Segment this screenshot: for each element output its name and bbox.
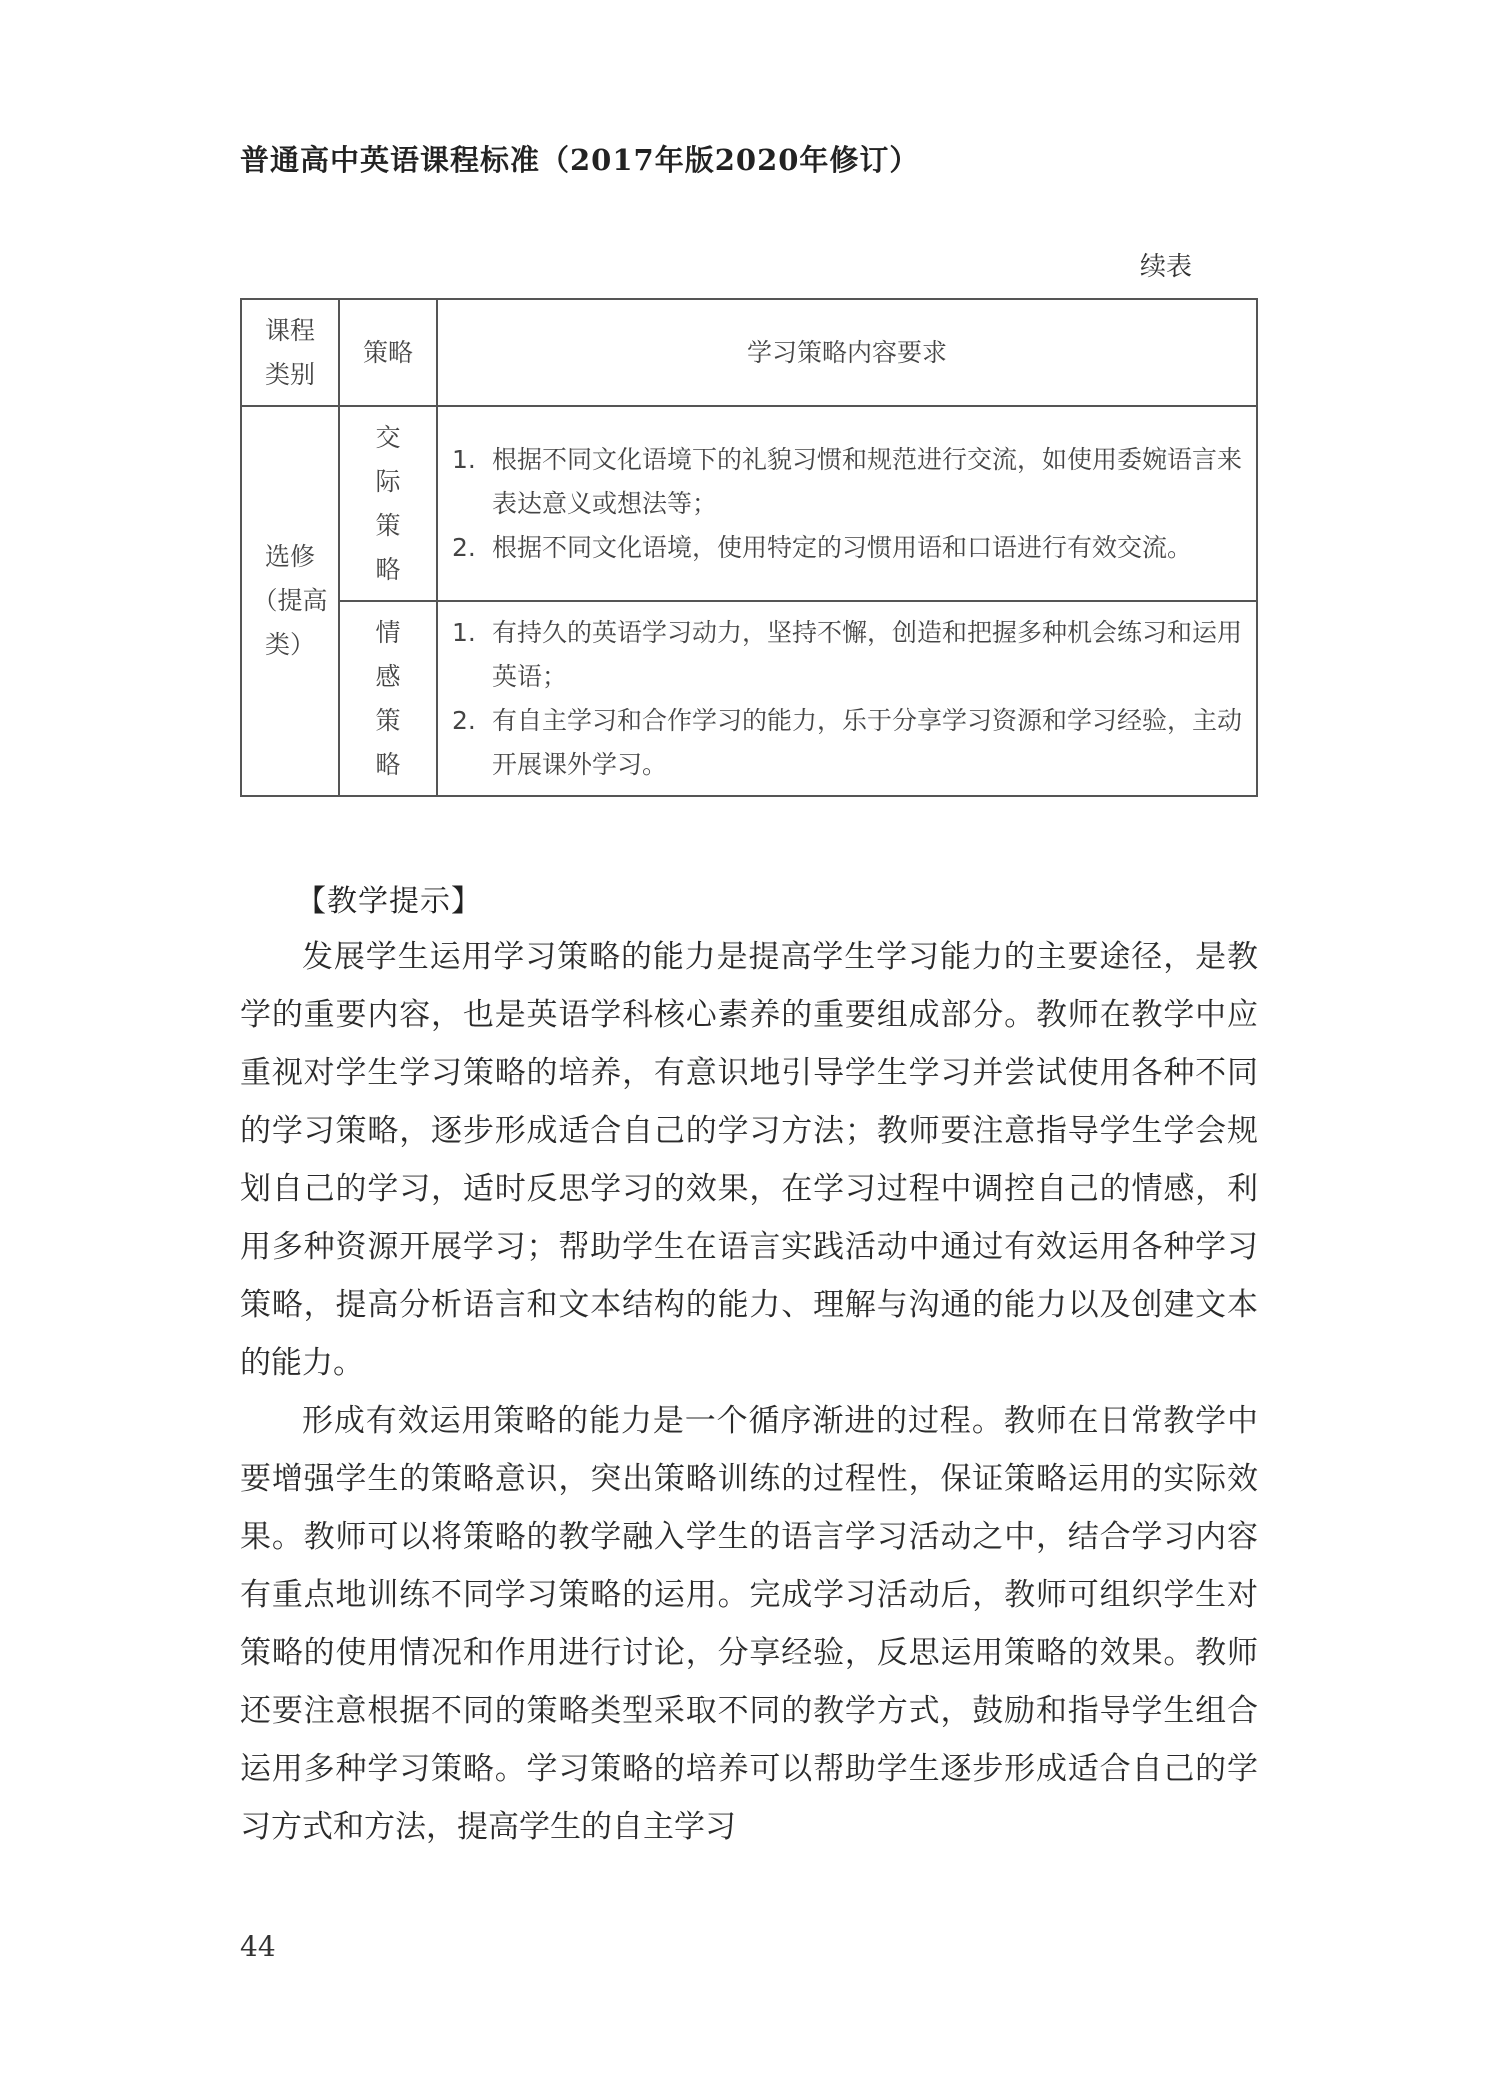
item-text: 有自主学习和合作学习的能力，乐于分享学习资源和学习经验，主动开展课外学习。 [492,705,1243,779]
table-header-row [241,299,1257,406]
table-row [241,601,1257,796]
requirements-cell [437,601,1257,796]
strategy-table [240,298,1258,797]
requirements-list [452,438,1242,570]
item-text: 根据不同文化语境下的礼貌习惯和规范进行交流，如使用委婉语言来表达意义或想法等； [492,444,1243,518]
category-cell [241,406,339,796]
strategy-cell [339,601,437,796]
strategy-label: 交际策略 [375,422,401,584]
strategy-cell [339,406,437,601]
body-text [240,928,1258,1856]
section-heading: 【教学提示】 [296,884,482,919]
item-text: 有持久的英语学习动力，坚持不懈，创造和把握多种机会练习和运用英语； [492,617,1243,691]
requirements-list [452,611,1242,787]
column-header-category-label: 课程类别 [264,315,315,389]
table-row [241,406,1257,601]
item-text: 根据不同文化语境，使用特定的习惯用语和口语进行有效交流。 [492,532,1193,562]
list-item [452,438,1242,526]
requirements-cell [437,406,1257,601]
item-number: 2. [452,532,476,562]
column-header-strategy: 策略 [339,299,437,406]
list-item [452,611,1242,699]
list-item [452,699,1242,787]
page-number: 44 [240,1930,276,1963]
strategy-label: 情感策略 [375,617,401,779]
item-number: 1. [452,444,476,474]
running-header: 普通高中英语课程标准（2017年版2020年修订） [240,143,920,177]
column-header-category [241,299,339,406]
item-number: 1. [452,617,476,647]
list-item [452,526,1242,570]
item-number: 2. [452,705,476,735]
category-value: 选修（提高类） [252,542,328,659]
paragraph: 形成有效运用策略的能力是一个循序渐进的过程。教师在日常教学中要增强学生的策略意识，突出策略训练的过程性，保证策略运用的实际效果。教师可以将策略的教学融入学生的语言学习活动之中，结合学习内容有重点地训练不同学习策略的运用。完成学习活动后，教师可组织学生对策略的使用情况和作用进行讨论，分享经验，反思运用策略的效果。教师还要注意根据不同的策略类型采取不同的教学方式，鼓励和指导学生组合运用多种学习策略。学习策略的培养可以帮助学生逐步形成适合自己的学习方式和方法，提高学生的自主学习 [240,1403,1258,1845]
table-continued-label: 续表 [1140,252,1193,282]
column-header-requirements: 学习策略内容要求 [437,299,1257,406]
paragraph: 发展学生运用学习策略的能力是提高学生学习能力的主要途径，是教学的重要内容，也是英语学科核心素养的重要组成部分。教师在教学中应重视对学生学习策略的培养，有意识地引导学生学习并尝试使用各种不同的学习策略，逐步形成适合自己的学习方法；教师要注意指导学生学会规划自己的学习，适时反思学习的效果，在学习过程中调控自己的情感，利用多种资源开展学习；帮助学生在语言实践活动中通过有效运用各种学习策略，提高分析语言和文本结构的能力、理解与沟通的能力以及创建文本的能力。 [240,939,1258,1381]
